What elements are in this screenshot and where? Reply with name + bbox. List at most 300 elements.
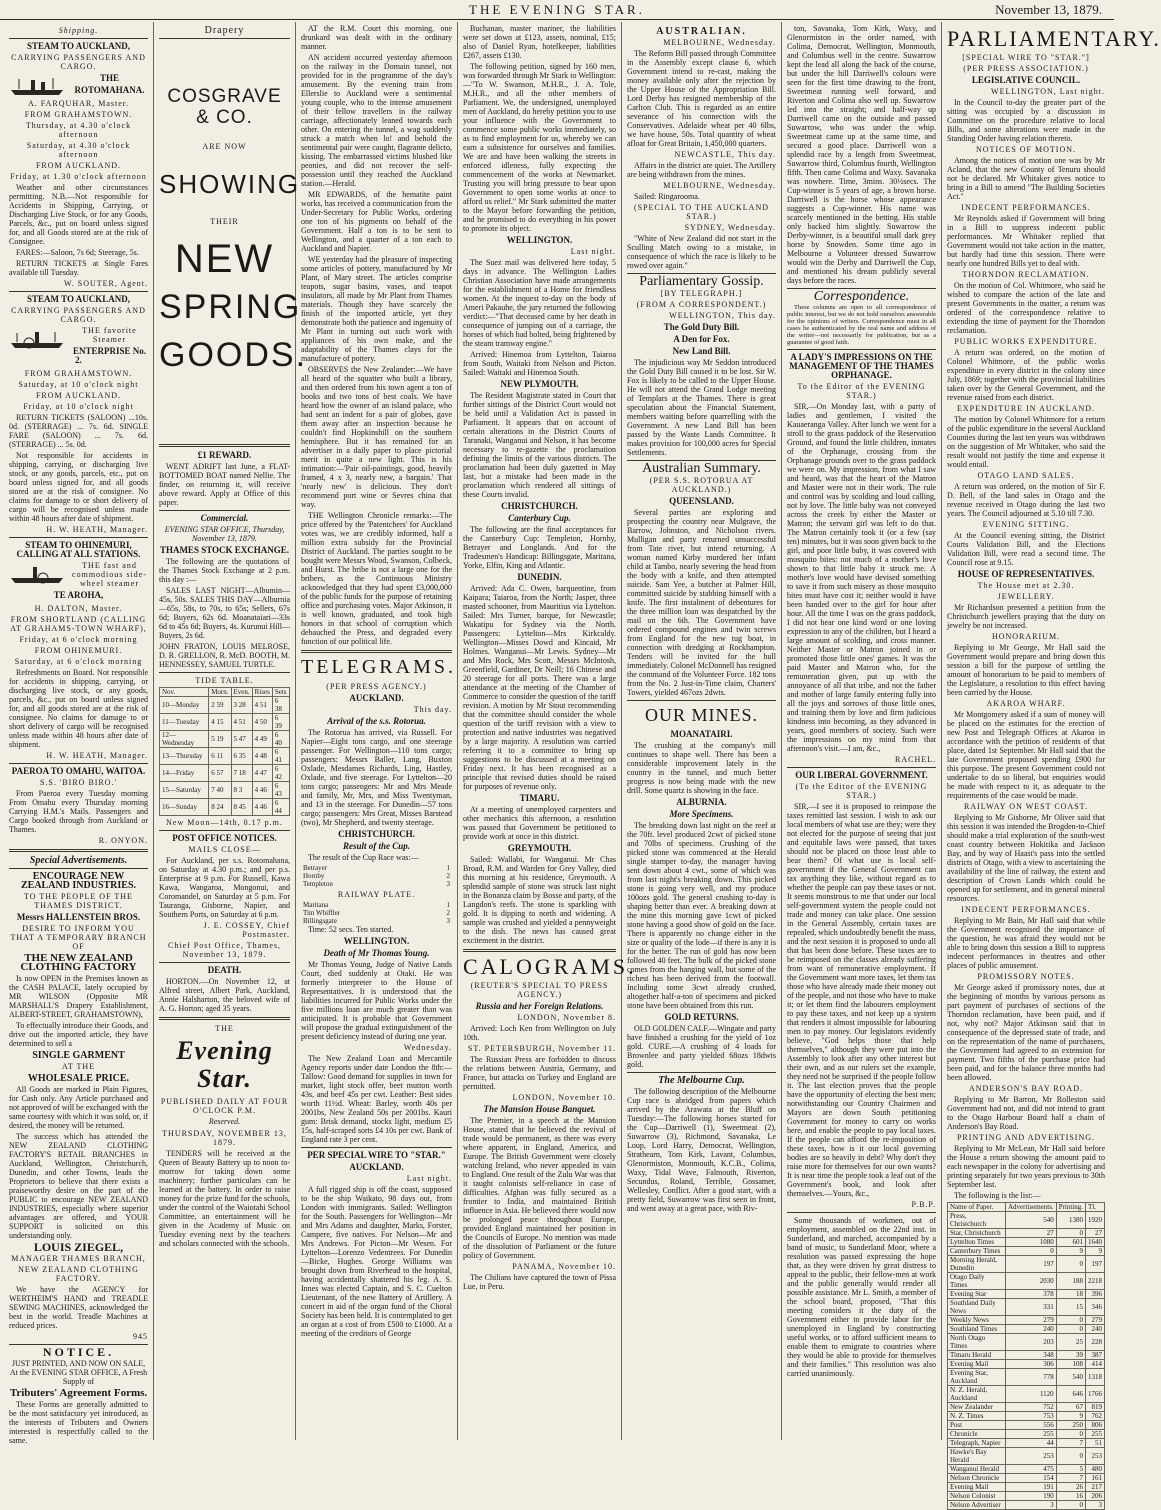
article-paragraph: Replying to Mr Gisborne, Mr Oliver said that this session it was intended the Brogden-to-Chief should make a trial exploration of the south-west coast country between Hokitika and Jackson Bay, and by way of Haast's pass into the settled districts of Otago, with a view to ascertaining the availability of the line of railway, the extent and description of Crown Lands which could be opened up for settlement, and its general mineral resources. [947, 813, 1105, 903]
table-row [948, 1273, 1105, 1290]
divider [301, 1147, 452, 1148]
tide-cell: 6 41 [272, 748, 289, 765]
amount-cell: 240 [1006, 1325, 1057, 1334]
amount-cell: 27 [1086, 1229, 1105, 1238]
newspaper-title: THE EVENING STAR. [469, 2, 645, 17]
sub-heading: HONORARIUM. [991, 632, 1061, 641]
paper-name: Southland Times [948, 1325, 1006, 1334]
ad-signature: NEW ZEALAND CLOTHING FACTORY. [18, 1265, 139, 1283]
article-paragraph: The Suez mail was delivered here today, 5 days in advance. The Wellington Ladies Christian Association have made arrangements for the establishment of a Home for friendless women. At the inquest to-day on the body of Ameri Pakauhe, the jury returned the following verdict:—"That deceased came by her death in consequence of jumping out of a carriage, the horses of which had bolted, being frightened by the steam tramway engine." [463, 258, 616, 348]
tide-cell: 4 51 [231, 714, 252, 731]
table-row [948, 1386, 1105, 1403]
article-paragraph: At a meeting of unemployed carpenters and other mechanics this afternoon, a resolution was passed that Government be petitioned to provide work at once in this district. [463, 805, 616, 841]
tide-cell: 4 46 [252, 799, 272, 816]
amount-cell: 44 [1006, 1439, 1057, 1448]
table-row [948, 1465, 1105, 1474]
newspaper-columns [4, 22, 1161, 1509]
amount-cell: 39 [1056, 1351, 1085, 1360]
notice-form: Tributers' Agreement Forms. [9, 1387, 148, 1399]
ad-signature: H. W. HEATH, Manager. [46, 525, 148, 534]
tide-table [159, 687, 290, 816]
table-row [948, 1403, 1105, 1412]
tide-cell: 5 47 [231, 731, 252, 748]
paper-name: Timaru Herald [948, 1351, 1006, 1360]
post-office-date: Chief Post Office, Thames, November 13, 1879. [167, 941, 282, 959]
table-row [160, 714, 290, 731]
article-paragraph: The motion by Colonel Whitmore for a return of the public expenditure in the several Auckland Counties during the last ten years was withdrawn on the suggestion of Mr Whitaker, who said the result would not justify the time and expense it would entail. [947, 415, 1105, 469]
ad-body: Is now OPEN in the Premises known as the CASH PALACE, lately occupied by MR WILSON (Opposite MR MARSHALL'S Drapery Establishment, ALBERT-STREET, GRAHAMSTOWN), [9, 974, 148, 1019]
divider [9, 868, 148, 869]
ship-the: THE [99, 73, 119, 83]
ad-subtitle: DESIRE TO INFORM YOU THAT A TEMPORARY BRANCH OF [10, 924, 147, 951]
race-results-table [301, 901, 452, 925]
section-drapery-heading: Drapery [204, 25, 245, 36]
table-row [948, 1448, 1105, 1465]
article-paragraph: The Chilians have captured the town of Pissa Lue, in Peru. [463, 1273, 616, 1291]
tide-cell: 6 44 [272, 799, 289, 816]
article-paragraph: Mr Montgomery asked if a sum of money will be placed on the estimates for the erection of new Post and Telegraph Offices at Akaroa in accordance with the petition of residents of that place, dated 1st September. Mr Hall said that the late Government proposed spending £900 for this purpose. The present Government could not undertake to do so liberal, but enquiries would be made with respect to it, as adequate to the requirements of the case would be made. [947, 710, 1105, 800]
dateline-time: This day. [413, 705, 452, 714]
sub-heading: PUBLIC WORKS EXPENDITURE. [954, 337, 1098, 346]
special-wire-heading: PER SPECIAL WIRE TO "STAR." [307, 1150, 446, 1160]
amount-cell: 197 [1086, 1256, 1105, 1273]
correspondence-note: These columns are open to all correspondence of public interest, but we do not hold ourselves answerable for the opinions of writers. Correspondence must in all cases be authenticated by the real name and address of the writer—not necessarily for publication, but as a guarantee of good faith. [787, 304, 936, 346]
ad-subtitle: CARRYING PASSENGERS AND CARGO. [11, 306, 146, 324]
divider [463, 949, 616, 952]
sub-heading: JEWELLERY. [997, 592, 1055, 601]
tide-header-morn: Morn. [209, 688, 231, 697]
post-office-subtitle: MAILS CLOSE— [188, 845, 261, 854]
article-paragraph: The Resident Magistrate stated in Court that further sittings of the District Court would not be held until a Validation Act is passed in Parliament. It appears that on account of certain alterations in the District Courts of Taranaki, Wanganui and Nelson, it has become necessary to re-gazette the proclamation defining the limits of the various districts. The proclamation had been duly gazetted in May last, but a mistake had been made in the proclamation which rendered all sittings of these Courts invalid. [463, 391, 616, 499]
article-paragraph: Several parties are exploring and prospecting the country near Mulgrave, the Barrow, Johnston, and Nicholson rivers. Mulligan and party returned unsuccessful from Tate river, but intend returning. A woman named Kirby murdered her infant child at Tambo, nearly severing the head from the body with a knife, and then attempted suicide. Sam Yee, a butcher at Palmer Hill, committed suicide by stabbing himself with a knife. The first instalment of debentures for the three million loan was despatched by the mail on the 6th. The Government have ordered compound engines and twin screws from England for the new tug boat, in connection with dredging at Rockhampton. Tenders will be invited for the hull immediately. Colonel McDonnell has resigned the command of the Volunteer Force. 182 tons from the No. 2 Just-in-Time claim, Charters' Towers, yielded 467ozs 2dwts. [627, 508, 777, 697]
agency-credit: (FROM A CORRESPONDENT.) [636, 300, 767, 309]
paper-name: Evening Star [948, 1290, 1006, 1299]
ad-highlight: WHOLESALE PRICE. [27, 1073, 130, 1084]
ad-body: Weather and other circumstances permitting. N.B.—Not responsible for Accidents in Shipping, Carrying, or Discharging Live Stock, or for any Goods, Parcels, &c., put on board unless signed for, and all Goods stored are at the risk of Consignee. [9, 183, 148, 246]
ship-name: ROTOMAHANA. [74, 85, 145, 95]
article-paragraph: The following are the final acceptances for the Canterbury Cup: Templeton, Hornby, Betrayer and Longlands. And for the Tradesmen's Handicap: Billingsgate, Maritana, Yorke, Elfin, King and Atlantic. [463, 525, 616, 570]
dateline-city: WELLINGTON. [506, 235, 573, 245]
article-headline: The Gold Duty Bill. [663, 322, 740, 332]
divider [9, 38, 148, 39]
amount-cell: 7 [1056, 1474, 1085, 1483]
table-row [301, 917, 452, 925]
paper-name: Weekly News [948, 1316, 1006, 1325]
dateline-time: Wednesday. [403, 1043, 452, 1052]
dateline: SYDNEY, Wednesday. [684, 223, 776, 232]
amount-cell: 1380 [1056, 1212, 1085, 1229]
departure-from: FROM AUCKLAND. [35, 391, 122, 400]
paper-name: Nelson Advertiser [948, 1501, 1006, 1510]
amount-cell: 67 [1056, 1403, 1085, 1412]
amount-cell: 387 [1086, 1351, 1105, 1360]
issue-date: November 13, 1879. [995, 2, 1102, 17]
agency-credit: (PER S.S. ROTORUA AT AUCKLAND.) [649, 476, 754, 494]
article-paragraph: WE yesterday had the pleasure of inspecting some articles of pottery, manufactured by Mr Plant, of Mary street. The articles comprise teapots, sugar basins, vases, and teapot insulators, all made by Mr Plant from Thames materials. Though they have scarcely the finish of the imported article, yet they demonstrate both the patience and ingenuity of Mr Plant in turning out such work with appliances of his own make, and the adaptability of the Thames clays for the manufacture of pottery. [301, 255, 452, 363]
divider [9, 763, 148, 764]
paper-name: N. Z. Herald, Auckland [948, 1386, 1006, 1403]
calograms-heading: CALOGRAMS. [463, 954, 637, 979]
table-row [301, 872, 452, 880]
dateline-city: GREYMOUTH. [507, 843, 572, 853]
notice-heading: NOTICE. [42, 1345, 115, 1359]
amount-cell: 228 [1086, 1334, 1105, 1351]
table-row [948, 1290, 1105, 1299]
amount-cell: 190 [1006, 1492, 1057, 1501]
paper-name: Evening Mail [948, 1360, 1006, 1369]
article-paragraph: The crushing at the company's mill continues to shape well. There has been a considerable improvement lately in the country in the tunnel, and much better progress is now being made with the new drill. Some quartz is showing in the face. [627, 741, 776, 795]
article-paragraph: Among the notices of motion one was by Mr Acland, that the new County of Tenuru should not be declared. Mr Whitaker gives notice to bring in a Bill to amend "The Building Societies Act." [947, 156, 1105, 201]
article-headline: More Specimens. [669, 809, 734, 819]
amount-cell: 778 [1006, 1369, 1057, 1386]
tide-cell: 4 46 [252, 782, 272, 799]
ad-title: STEAM TO OHINEMURI, CALLING AT ALL STATIONS. [16, 540, 141, 559]
article-paragraph: The result of the Cup Race was:— [308, 853, 419, 862]
tide-day: 13—Thursday [160, 748, 209, 765]
table-header: Tl. [1086, 1203, 1105, 1212]
amount-cell: 540 [1056, 1369, 1085, 1386]
australian-heading: AUSTRALIAN. [656, 26, 747, 37]
dateline: NEWCASTLE, This day. [674, 150, 776, 159]
table-row [948, 1256, 1105, 1273]
table-row [948, 1421, 1105, 1430]
tide-cell: 7 40 [209, 782, 231, 799]
tide-cell: 8 3 [231, 782, 252, 799]
race-results-table [301, 864, 452, 888]
amount-cell: 250 [1056, 1421, 1085, 1430]
dateline: EVENING STAR OFFICE, Thursday, November 13, 1879. [164, 525, 285, 543]
amount-cell: 16 [1056, 1492, 1085, 1501]
departure-time: Friday, at 6 o'clock morning [19, 635, 138, 644]
article-paragraph: The injudicious way Mr Seddon introduced the Gold Duty Bill caused it to be lost. Sir W. Fox is likely to be called to the Upper House. He will not attend the Grand Lodge meeting of Templars at the Thames. There is great speculation about the Financial Statement, members waiting before quarrelling with the Government. A new Land Bill has been passed by the Waste Lands Committee. It makes provision for 100,000 acres for Special Settlements. [627, 358, 776, 457]
paper-the: THE [215, 1024, 234, 1033]
ship-name: S.S. 'BIRO BIRO.' [39, 778, 117, 787]
column-australian [622, 22, 782, 1440]
paper-name: Nelson Chronicle [948, 1474, 1006, 1483]
amount-cell: 806 [1086, 1421, 1105, 1430]
ad-text-large: NEW [174, 237, 275, 281]
sub-heading: NOTICES OF MOTION. [976, 145, 1076, 154]
amount-cell: 154 [1006, 1474, 1057, 1483]
divider [159, 510, 290, 511]
masthead [0, 0, 1114, 20]
ad-text: ARE NOW [202, 142, 247, 151]
divider [301, 650, 452, 653]
exchange-sales: SALES LAST NIGHT—Albumin—45s, 50s. SALES THIS DAY—Alburnia—65s, 58s, to 70s, to 65s; Sellers, 67s 6d; Buyers, 62s 6d. Moanataiari—33s 6d to 45s 6d; Buyers, 4s. Kurunui Hill—Buyers, 2s 6d. [159, 586, 290, 640]
sub-heading: ANDERSON'S BAY ROAD. [969, 1084, 1083, 1093]
ship-master: H. DALTON, Master. [34, 604, 123, 613]
table-row [948, 1483, 1105, 1492]
mine-name: ALBURNIA. [676, 797, 727, 807]
tide-cell: 6 38 [272, 697, 289, 714]
divider [159, 1017, 290, 1020]
mine-name: MOANATAIRI. [670, 729, 733, 739]
paper-name: North Otago Times [948, 1334, 1006, 1351]
mines-heading: OUR MINES. [644, 705, 758, 725]
table-row [948, 1412, 1105, 1421]
sub-heading: INDECENT PERFORMANCES. [961, 905, 1091, 914]
paper-name: Press, Christchurch [948, 1212, 1006, 1229]
amount-cell: 0 [1056, 1229, 1085, 1238]
article-paragraph: The Reform Bill passed through Committee in the Assembly except clause 6, which Government intend to re-cast, making the money available only after the rejection by the Upper House of the Appropriation Bill. Lord Derby has resigned membership of the Carlton Club. This is regarded as an entire severance of his connection with the Conservatives. Adelaide wheat per 40 6lbs, we have house, 50s. Total quantity of wheat afloat for Great Britain, 1,450,000 quarters. [627, 49, 776, 148]
amount-cell: 3 [1086, 1501, 1105, 1510]
table-row [948, 1238, 1105, 1247]
column-local-news [296, 22, 458, 1440]
divider [627, 700, 776, 701]
column-telegrams [458, 22, 637, 1440]
agency-credit: (SPECIAL TO THE AUCKLAND STAR.) [633, 203, 770, 221]
post-office-body: For Auckland, per s.s. Rotomahana, on Saturday at 4.30 p.m.; and per p.s. Enterprise at 9 p.m. For Russell, Kawa Kawa, Wangaroa, Mongonui, and Coromandel, on Saturday at 5 p.m. For Tauranga, Gisborne, Napier, and Southern Ports, on Saturday at 6 p.m. [159, 856, 290, 919]
departure-from: FROM OHINEMURI. [34, 646, 123, 655]
dateline: LONDON, November 8. [517, 1013, 616, 1022]
amount-cell: 475 [1006, 1465, 1057, 1474]
amount-cell: 217 [1086, 1483, 1105, 1492]
amount-cell: 0 [1056, 1256, 1085, 1273]
amount-cell: 51 [1086, 1439, 1105, 1448]
amount-cell: 253 [1006, 1448, 1057, 1465]
ad-fares: RETURN TICKETS (SALOON) ...10s. 0d. (STERRAGE) ... 7s. 6d. SINGLE FARE (SALOON) ... 7s. 6d. (STERRAGE) ... 5s. 0d. [9, 413, 148, 449]
horse-place: 1 [446, 864, 450, 872]
sub-heading: EVENING SITTING. [982, 520, 1070, 529]
ad-title: PAEROA TO OMAHU, WAITOA. [11, 766, 146, 776]
article-paragraph: Replying to Mr George, Mr Hall said the Government would prepare and bring down this session a bill for the purpose of settling the amount of honorarium to be paid to members of the Legislature, a resolution to this effect having been carried by the House. [947, 643, 1105, 697]
horse-place: 3 [446, 917, 450, 925]
table-row [948, 1492, 1105, 1501]
exchange-title: THAMES STOCK EXCHANGE. [159, 545, 290, 555]
tide-cell: 3 28 [231, 697, 252, 714]
ship-name: ENTERPRISE No. 2. [72, 346, 146, 365]
ad-title: STEAM TO AUCKLAND, [27, 41, 130, 51]
horse-place: 2 [446, 909, 450, 917]
article-paragraph: Some thousands of workmen, out of employment, assembled on the 22nd inst. in Sunderland, and marched, accompanied by a band of music, to Sunderland Moor, where a resolution was passed expressing the hope that, as they were driven by great distress to appeal to the public, their fellow-men at work and the public generally would render all possible assistance. Mr L. Smith, a member of the school board, proposed, "That this meeting considers it the duty of the Government either to provide labor for the unemployed in England by constructing useful works, or to afford sufficient means to enable them to emigrate to countries where they would be able to provide for themselves and their families." This resolution was also carried unanimously. [787, 1216, 936, 1378]
table-row [948, 1501, 1105, 1510]
table-row [160, 782, 290, 799]
amount-cell: 480 [1086, 1465, 1105, 1474]
ad-text: THEIR [210, 217, 239, 226]
table-row [948, 1212, 1105, 1229]
article-paragraph: Sailed: Wallabi, for Wanganui. Mr Chas Broad, R.M. and Warden for Grey Valley, died this morning at his residence, Greymouth. A splendid sample of stone was struck last night in the Bonanza claim by Bosse and party, of the Langdon's reefs. The stone is sparkling with gold. It is dipping to north and widening. A sample was crushed and yielded a pennyweight to the dish. The news has caused great excitement in the district. [463, 855, 616, 945]
ad-title: STEAM TO AUCKLAND, [27, 294, 130, 304]
letter-addressee: (To the Editor of the EVENING STAR.) [795, 782, 928, 800]
ad-body: The success which has attended the NEW ZEALAND CLOTHING FACTORY'S RETAIL BRANCHES in Auckland, Wellington, Christchurch, Dunedin, and other Towns, leads the Proprietors to believe that there exists a praiseworthy desire on the part of the PUBLIC to encourage NEW ZEALAND INDUSTRIES, especially where superior advantages are offered, and YOUR SUPPORT is solicited on this understanding only. [9, 1132, 148, 1240]
column-drapery [154, 22, 308, 1440]
horse-name: Hornby [303, 872, 325, 880]
amount-cell: 1920 [1086, 1212, 1105, 1229]
article-paragraph: Sailed: Ringarooma. [634, 192, 700, 201]
article-paragraph: The Rotorua has arrived, via Russell. For Napier—Eight tons cargo, and one steerage passenger. For Wellington—110 tons cargo; passengers: Messrs Baller, Lang, Buxton Oxlade, Mesdames Richards, Ling, Hastley, Oxlade, and five steerage. For Lyttelton—20 tons cargo; passengers: Mr and Mrs Meade and family, Mr, Mrs, and Miss Twentyman, and 13 in the steerage. For Dunedin—57 tons cargo; passengers: Mrs Great, Misses Barstead (two), Mr Shepherd, and twenty steerage. [301, 728, 452, 827]
reward-title: £1 REWARD. [197, 450, 252, 460]
paper-reserved: Reserved. [208, 1117, 241, 1126]
advertiser-name: COSGRAVE & CO. [167, 86, 282, 128]
dateline: MELBOURNE, Wednesday. [663, 181, 776, 190]
dateline-time: Last night. [406, 1174, 452, 1183]
article-headline: Arrival of the s.s. Rotorua. [327, 716, 426, 726]
table-row [301, 880, 452, 888]
dateline-city: TIMARU. [519, 793, 560, 803]
amount-cell: 752 [1006, 1403, 1057, 1412]
article-paragraph: Mr George asked if promissory notes, due at the beginning of months by various persons as part payment of purchases of sections of the Thorndon reclamation, have been paid, and if not, why not? Major Atkinson said that in consequence of the depressed state of trade, and on the representation of the name of purchasers, the Government had agreed to an extension for payment. Two fifths of the purchase price had been paid, and for the balance three months had been allowed. [947, 983, 1105, 1082]
horse-name: Templeton [303, 880, 333, 888]
sub-heading: INDECENT PERFORMANCES. [961, 203, 1091, 212]
divider [787, 767, 936, 768]
amount-cell: 161 [1086, 1474, 1105, 1483]
dateline-city: DUNEDIN. [517, 572, 562, 582]
dateline: WELLINGTON, Last night. [991, 87, 1105, 96]
table-header: Advertisements. [1006, 1203, 1057, 1212]
amount-cell: 396 [1086, 1290, 1105, 1299]
amount-cell: 646 [1056, 1386, 1085, 1403]
sub-heading: EXPENDITURE IN AUCKLAND. [957, 404, 1095, 413]
divider [9, 537, 148, 538]
tide-day: 14—Friday [160, 765, 209, 782]
divider [159, 962, 290, 963]
sub-heading: PRINTING AND ADVERTISING. [956, 1133, 1096, 1142]
article-paragraph: In the Council to-day the greater part of the sitting was occupied by a discussion in Committee on the procedure relative to local Bills, and some alterations were made in the Standing Order having relation thereto. [947, 98, 1105, 143]
amount-cell: 346 [1086, 1299, 1105, 1316]
ad-signature: R. ONYON. [98, 836, 148, 845]
amount-cell: 26 [1056, 1483, 1085, 1492]
tide-day: 11—Tuesday [160, 714, 209, 731]
gold-returns-heading: GOLD RETURNS. [664, 1012, 739, 1022]
ad-signature: MANAGER THAMES BRANCH, [11, 1254, 146, 1263]
departure-time: Friday, at 10 o'clock night [23, 402, 134, 411]
tide-cell: 5 19 [209, 731, 231, 748]
paper-name: N. Z. Times [948, 1412, 1006, 1421]
table-intro: The following is the list:— [954, 1191, 1041, 1200]
notice-body: These Forms are generally admitted to be the most satisfactory yet introduced, as the interests of Tributers and Owners interested is respectfully called to the same. [9, 1400, 148, 1445]
tide-day: 16—Sunday [160, 799, 209, 816]
amount-cell: 1640 [1086, 1238, 1105, 1247]
dateline: ST. PETERSBURGH, November 11. [467, 1044, 616, 1053]
article-paragraph: THE Wellington Chronicle remarks:—The price offered by the 'Patentchers' for Auckland votes was, we are credibly informed, half a million extra subsidy for the Provincial District of Auckland. The parties sought to be bought were Messrs Wood, Swanson, Colbeck, and Hurst. The bribe is not a large one for the bribers, as the Continuous Ministry acknowledged that they had spent £3,000,000 of the public funds for the purpose of retaining office and purchasing votes. Major Atkinson, it is well known, graduated, and took high honors in that school of corruption which debauched the Press, and degraded every function of our political life. [301, 511, 452, 646]
exchange-body: The following are the quotations of the Thames Stock Exchange at 2 p.m. this day :— [159, 557, 290, 584]
article-headline: New Land Bill. [672, 346, 731, 356]
article-paragraph: Mr Reynolds asked if Government will bring in a Bill to suppress indecent public performances. Mr Whitaker replied that Government would not take action in the matter, but hardly had time this session. There were nearly one hundred Bills yet to deal with. [947, 214, 1105, 268]
tide-cell: 4 48 [252, 748, 272, 765]
tide-cell: 4 47 [252, 765, 272, 782]
paper-logo: Evening Star. [176, 1036, 273, 1093]
article-headline: The Melbourne Cup. [658, 1075, 745, 1086]
horse-place: 2 [446, 872, 450, 880]
tide-cell: 6 35 [231, 748, 252, 765]
newspaper-payments-table [947, 1202, 1105, 1510]
paper-date: THURSDAY, NOVEMBER 13, 1879. [162, 1129, 287, 1147]
departure-from: FROM SHORTLAND (CALLING AT GRAHAMS-TOWN WHARF), [10, 615, 147, 633]
dateline-city: AUCKLAND. [349, 693, 404, 703]
post-office-title: POST OFFICE NOTICES. [172, 833, 277, 843]
dateline-city: NEW PLYMOUTH. [500, 379, 579, 389]
amount-cell: 15 [1056, 1299, 1085, 1316]
divider [9, 291, 148, 292]
paper-name: Post [948, 1421, 1006, 1430]
tide-cell: 4 50 [252, 714, 272, 731]
ad-number: 945 [133, 1332, 148, 1341]
letter-body: SIR,—On Monday last, with a party of ladies and gentlemen, I visited the Kauaeranga Valley. After lunch we went for a stroll to the grass paddock of the Reservation Ground, and found the little children, inmates of the Orphanage, crossing from the Orphanage grounds over to the grass paddock we were on. My impression, from what I saw and heard, was that the heart of the Matron and Master were not in their work. The rule and control was by scolding and loud calling, not by love. The little baby was not conveyed across the creek by either the Master or Matron; the servant girl was left to do that. The Matron certainly took it (or a few (say ten) minutes, but it was soon given back to the girl, and poor little baby, it was covered with mosquito bites: not much of a mother's love shown to that little baby it struck me. A mother's love would have devised something to save it from such misery as those mosquito bites must have cost it; neither would it have been handed over to the girl for hour after hour. All the time I was on the grass paddock, I did not hear one kind word or one loving expression to any of the children, but I heard a large amount of scolding, and cross manner. Neither Master or Matron joined in or promoted those little ones' games. It was the paid Master and Matron who, for the remuneration given, put up with the annoyance of all that tribe, and not the father and mother of large family entering fully into all the joys and sorrows of those little ones, and training them by love and firm judicious kindness into becoming, as they advanced in years, good members of society. Such were the impressions on my mind from that afternoon's visit.—I am, &c., [787, 402, 936, 753]
amount-cell: 1766 [1086, 1386, 1105, 1403]
amount-cell: 0 [1006, 1247, 1057, 1256]
section-special-ads-heading: Special Advertisements. [29, 855, 128, 866]
ad-factory: THE NEW ZEALAND CLOTHING FACTORY [20, 952, 137, 973]
article-paragraph: The New Zealand Loan and Mercantile Agency reports under date London the 8th:—Tallow: Good demand for supplies in town for market, light stock offer, beet mutton worth 43s, and beef 45s per cwt. Leather: Best sides worth 11½d. Wheat: Barley, worth 40s per 2001bs, New Zealand 50s per 2001bs. Kauri gum: Brisk demand, stocks light, medium £5 15s, half-scraped sorts £4 10s per cwt. Bank of England rate 3 per cent. [301, 1054, 452, 1144]
table-row [160, 799, 290, 816]
ad-text-large: GOODS. [159, 336, 308, 374]
amount-cell: 1080 [1006, 1238, 1057, 1247]
article-headline: Canterbury Cup. [508, 513, 571, 523]
departure-time: Thursday, at 4.30 o'clock afternoon [25, 121, 132, 139]
tide-cell: 4 15 [209, 714, 231, 731]
table-row [948, 1360, 1105, 1369]
ship-the: THE fast and commodious side-wheel steamer [72, 561, 147, 588]
departure-from: FROM AUCKLAND. [35, 161, 122, 170]
dateline: PANAMA, November 10. [512, 1262, 616, 1271]
amount-cell: 3 [1006, 1501, 1057, 1510]
telegrams-heading: TELEGRAMS. [301, 656, 456, 678]
divider [159, 830, 290, 831]
ad-subtitle: CARRYING PASSENGERS AND CARGO. [11, 53, 146, 71]
departure-time: Saturday, at 10 o'clock night [18, 380, 139, 389]
parliamentary-heading: PARLIAMENTARY. [947, 26, 1161, 51]
post-office-signature: J. E. COSSEY, Chief Postmaster. [203, 921, 290, 939]
amount-cell: 378 [1006, 1290, 1057, 1299]
article-paragraph: A return was ordered, on the motion of Colonel Whitmore, of the public works expenditure in every district in the colony since July, 1869; together with the provincial liabilities taken over by the General Government, and the revenue raised from each district. [947, 348, 1105, 402]
paper-name: Morning Herald, Dunedin [948, 1256, 1006, 1273]
tide-header-sets: Sets [272, 688, 289, 697]
article-paragraph: The Russian Press are forbidden to discuss the relations between Austria, Germany, and France, but attacks on Turkey and England are permitted. [463, 1055, 616, 1091]
article-paragraph: ton, Savanaka, Tom Kirk, Waxy, and Glenormiston in the order named, with Colima, Democrat, Wellington, Monmouth, and Columbus well in the centre. Suwarrow kept the lead all along the back of the course, but under the hill Darriwell's colours were seen for the first time drawing to the front, Sweetmeat running well forward, and Riverton and Colima also well up. Suwarrow led into the straight; and half-way up Darriwell came on the outside and passed Suwarrow, who was under the whip. Sweetmeat came up at the same time, and secured a good place. Darriwell won a splendid race by a length from Sweetmeat, Suwarrow third, Columbus fourth, Wellington fifth. Then came Colima and Waxy. Savanaka was nowhere. Time, 3mins. 30½secs. The Cup-winner is 5 years of age, a brown horse. Darriwell is the horse whose appearance suggests a Cup-winner. His name was scarcely mentioned in the betting. His stable only backed him slightly. Suwarrow the Derby-winner, is a beautiful small dark grey horse by Snowden. Some time ago in Melbourne a Volunteer dressed Suwarrow would win the Derby and Darriwell the Cup, and mentioned his dream publicly several days before the races. [787, 24, 936, 285]
article-paragraph: A return was ordered, on the motion of Sir F. D. Bell, of the land sales in Otago and the revenue received in Otago during the last two years. The Council adjourned at 5.10 till 7.30. [947, 482, 1105, 518]
tide-cell: 6 39 [272, 714, 289, 731]
table-row [948, 1369, 1105, 1386]
article-paragraph: AT the R.M. Court this morning, one drunkard was dealt with in the ordinary manner. [301, 24, 452, 51]
article-body: TENDERS will be received at the Queen of Beauty Battery up to noon to-morrow for taking down some machinery; further particulars can be learned at the battery. In order to raise money for the prize fund for the schools, under the control of the Waiotahi School Committee, an entertainment will be given in the Academy of Music on Tuesday evening next by the teachers and scholars connected with the schools. [159, 1149, 290, 1248]
amount-cell: 331 [1006, 1299, 1057, 1316]
amount-cell: 9 [1056, 1247, 1085, 1256]
region-heading: QUEENSLAND. [669, 496, 734, 506]
new-moon: New Moon—14th, 0.17 p.m. [166, 818, 283, 827]
paper-name: Evening Star, Auckland [948, 1369, 1006, 1386]
horse-name: Maritana [303, 901, 329, 909]
ad-body: From Paeroa every Tuesday morning From Omahu every Thursday morning Carrying H.M.'s Mails. Passengers and Cargo booked through from Auckland or Thames. [9, 789, 148, 834]
article-headline: A Den for Fox. [673, 334, 730, 344]
ad-body: All Goods are marked in Plain Figures, for Cash only. Any Article purchased and not approved of will be exchanged with the same courtesy with which it was sold, or, if desired, the money will be returned. [9, 1085, 148, 1130]
amount-cell: 279 [1006, 1316, 1057, 1325]
horse-name: Tim Whiffler [303, 909, 341, 917]
paper-name: Lyttelton Times [948, 1238, 1006, 1247]
tide-cell: 7 18 [231, 765, 252, 782]
tide-cell: 4 51 [252, 697, 272, 714]
correspondence-heading: Correspondence. [813, 289, 910, 304]
reward-body: WENT ADRIFT last June, a FLAT-BOTTOMED BOAT named Nellie. The finder, on returning it, will receive above reward. Apply at Office of this paper. [159, 462, 290, 507]
article-paragraph: The Premier, in a speech at the Mansion House, stated that he believed the revival of trade would be permanent, as there was every where apparent, in England, America, and Europe. The British Government were closely watching Ireland, who never appealed in vain to England. One result of the Zulu War was that it taught colonists self-reliance in case of difficulties. Afghan was fully secured as a frontier to India, and maintained British influence in Asia. He believed there would now be prolonged peace throughout Europe, provided England maintained her position in the Councils of Europe. No mention was made of the dissolution of Parliament or the future policy of Government. [463, 1116, 616, 1260]
letter-title: A LADY'S IMPRESSIONS ON THE MANAGEMENT OF THE THAMES ORPHANAGE. [789, 352, 934, 380]
ad-body: We have the AGENCY for WERTHEIM'S HAND and TREADLE SEWING MACHINES, acknowledged the best in the world. Treadle Machines at reduced prices. [9, 1285, 148, 1330]
agency-credit: [BY TELEGRAPH.] [660, 289, 743, 298]
table-row [301, 864, 452, 872]
ad-highlight: AT THE [61, 1062, 96, 1071]
divider [9, 849, 148, 852]
tide-cell: 2 59 [209, 697, 231, 714]
ad-signature: W. SOUTER, Agent. [63, 279, 148, 288]
ad-body: Refreshments on Board. Not responsible for accidents in shipping, carrying, or discharging live stock, or any goods, parcels, &c., put on board unless signed for, and all goods stored are at the risk of consignee. No claims for damage to or short delivery of cargo will be recognised unless made within 48 hours after date of shipment. [9, 668, 148, 749]
article-paragraph: Replying to Mr Bain, Mr Hall said that while the Government recognised the importance of the question, he was afraid they would not be able to bring down this session a Bill to suppress indecent performances in theatres and other places of public amusement. [947, 916, 1105, 970]
amount-cell: 540 [1006, 1212, 1057, 1229]
dateline-city: AUCKLAND. [349, 1162, 404, 1172]
amount-cell: 240 [1086, 1325, 1105, 1334]
chamber-heading: LEGISLATIVE COUNCIL. [971, 75, 1081, 85]
tide-cell: 4 49 [252, 731, 272, 748]
amount-cell: 9 [1086, 1247, 1105, 1256]
divider [159, 38, 290, 39]
